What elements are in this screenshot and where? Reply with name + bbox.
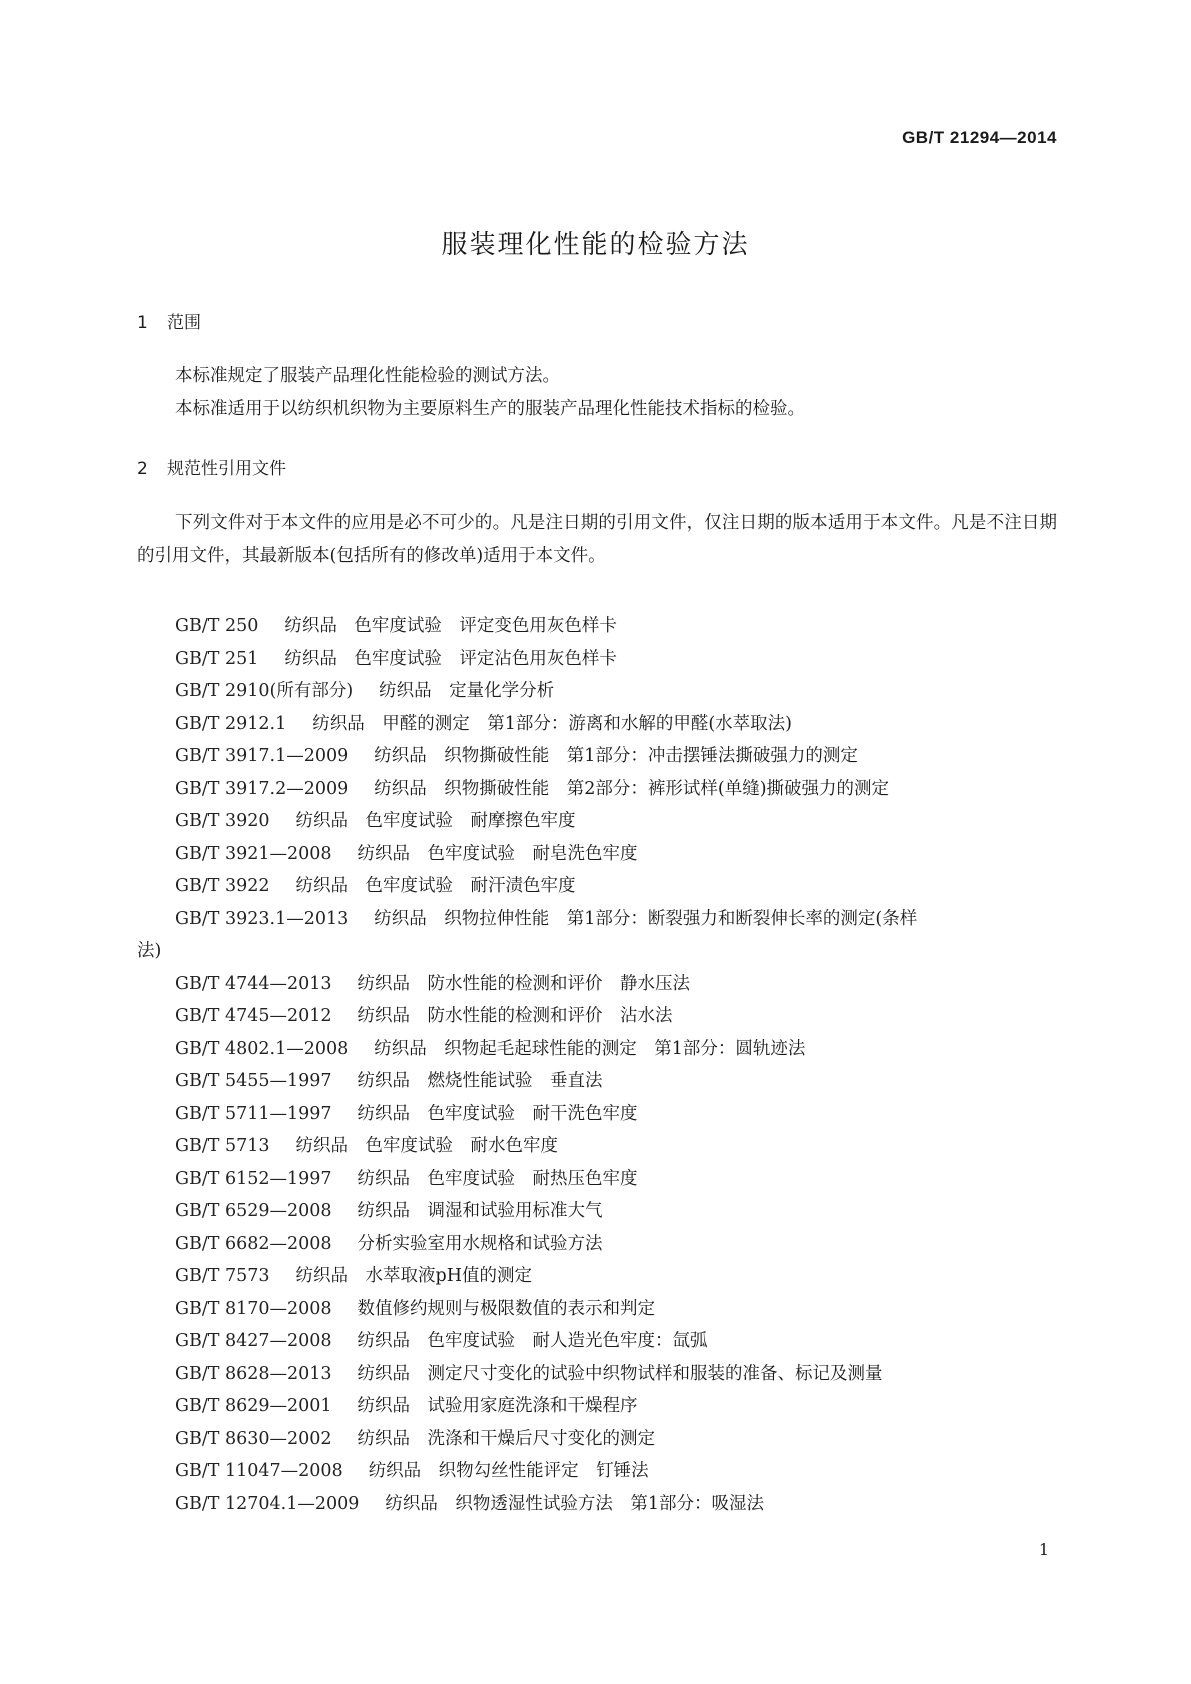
reference-title: 纺织品 织物撕破性能 第2部分：裤形试样(单缝)撕破强力的测定: [374, 778, 890, 799]
reference-item: [137, 1325, 1057, 1358]
reference-item: [137, 610, 1057, 643]
reference-code: GB/T 8629—2001: [175, 1396, 332, 1416]
reference-item: [137, 675, 1057, 708]
reference-title: 纺织品 色牢度试验 耐干洗色牢度: [357, 1103, 638, 1124]
reference-code: GB/T 3923.1—2013: [175, 908, 349, 929]
section-number: 1: [137, 313, 148, 333]
reference-title: 纺织品 燃烧性能试验 垂直法: [357, 1071, 603, 1091]
reference-title: 纺织品 色牢度试验 评定变色用灰色样卡: [284, 616, 617, 636]
reference-item: [137, 1455, 1057, 1488]
reference-item: [137, 1488, 1057, 1521]
paragraph: 本标准规定了服装产品理化性能检验的测试方法。: [175, 366, 560, 386]
scope-paragraphs: [137, 360, 1057, 425]
reference-title: 纺织品 织物撕破性能 第1部分：冲击摆锤法撕破强力的测定: [374, 746, 858, 766]
reference-code: GB/T 5713: [175, 1136, 270, 1156]
reference-code: GB/T 2912.1: [175, 713, 287, 734]
reference-item: [137, 1195, 1057, 1228]
reference-item: [137, 1260, 1057, 1293]
section-heading-scope: [137, 308, 201, 333]
reference-item: [137, 1000, 1057, 1033]
reference-code: GB/T 4744—2013: [175, 973, 332, 994]
reference-title: 纺织品 色牢度试验 耐热压色牢度: [357, 1168, 638, 1189]
reference-item: [137, 1293, 1057, 1326]
reference-code: GB/T 6529—2008: [175, 1201, 332, 1221]
reference-item: [137, 1423, 1057, 1456]
reference-title: 纺织品 水萃取液pH值的测定: [295, 1266, 532, 1286]
reference-title: 纺织品 织物拉伸性能 第1部分：断裂强力和断裂伸长率的测定(条样: [374, 908, 918, 929]
reference-item: [137, 740, 1057, 773]
reference-code: GB/T 5455—1997: [175, 1071, 332, 1091]
reference-item: [137, 1390, 1057, 1423]
reference-code: GB/T 6152—1997: [175, 1168, 332, 1189]
reference-item: [137, 838, 1057, 871]
reference-item: [137, 1358, 1057, 1391]
reference-item: [137, 1228, 1057, 1261]
section-heading-normative-references: [137, 454, 286, 479]
reference-code: GB/T 6682—2008: [175, 1233, 332, 1254]
reference-title: 纺织品 定量化学分析: [379, 681, 555, 701]
reference-list: [137, 610, 1057, 1520]
standard-code: GB/T 21294—2014: [902, 128, 1057, 147]
reference-code: GB/T 3917.1—2009: [175, 746, 349, 766]
reference-title: 纺织品 测定尺寸变化的试验中织物试样和服装的准备、标记及测量: [357, 1363, 883, 1384]
page-number: 1: [1038, 1540, 1049, 1559]
reference-code: GB/T 8630—2002: [175, 1428, 332, 1449]
reference-code: GB/T 8628—2013: [175, 1363, 332, 1384]
reference-title: 纺织品 色牢度试验 耐汗渍色牢度: [295, 876, 576, 896]
reference-code: GB/T 3921—2008: [175, 843, 332, 864]
reference-code: GB/T 250: [175, 616, 259, 636]
reference-code: GB/T 8170—2008: [175, 1298, 332, 1319]
reference-code: GB/T 5711—1997: [175, 1103, 332, 1124]
reference-title: 纺织品 色牢度试验 评定沾色用灰色样卡: [284, 648, 617, 669]
reference-title: 纺织品 甲醛的测定 第1部分：游离和水解的甲醛(水萃取法): [312, 713, 793, 734]
reference-code: GB/T 3917.2—2009: [175, 778, 349, 799]
reference-item: [137, 870, 1057, 903]
reference-code: GB/T 11047—2008: [175, 1461, 343, 1481]
reference-item: [137, 1163, 1057, 1196]
reference-title: 纺织品 色牢度试验 耐人造光色牢度：氙弧: [357, 1331, 708, 1351]
reference-title: 纺织品 试验用家庭洗涤和干燥程序: [357, 1396, 638, 1416]
reference-code: GB/T 3922: [175, 876, 270, 896]
reference-code: GB/T 8427—2008: [175, 1331, 332, 1351]
reference-item: [137, 968, 1057, 1001]
reference-item: [137, 1065, 1057, 1098]
paragraph: 本标准适用于以纺织机织物为主要原料生产的服装产品理化性能技术指标的检验。: [175, 398, 805, 419]
section-number: 2: [137, 459, 148, 479]
reference-item: [137, 1098, 1057, 1131]
reference-item: [137, 1033, 1057, 1066]
reference-code: GB/T 4802.1—2008: [175, 1038, 349, 1059]
reference-title: 纺织品 织物勾丝性能评定 钉锤法: [368, 1461, 649, 1481]
reference-item: [137, 643, 1057, 676]
reference-code: GB/T 12704.1—2009: [175, 1493, 360, 1514]
references-intro: [137, 507, 1057, 572]
reference-title: 纺织品 色牢度试验 耐水色牢度: [295, 1136, 559, 1156]
reference-title: 纺织品 织物透湿性试验方法 第1部分：吸湿法: [385, 1493, 765, 1514]
reference-continuation: 法): [137, 941, 162, 961]
section-title: 规范性引用文件: [167, 459, 286, 479]
reference-title: 纺织品 色牢度试验 耐摩擦色牢度: [295, 811, 576, 831]
reference-code: GB/T 7573: [175, 1266, 270, 1286]
reference-item: [137, 1130, 1057, 1163]
reference-title: 纺织品 洗涤和干燥后尺寸变化的测定: [357, 1428, 656, 1449]
reference-title: 数值修约规则与极限数值的表示和判定: [357, 1298, 656, 1319]
reference-item: [137, 708, 1057, 741]
document-title: 服装理化性能的检验方法: [441, 230, 750, 260]
reference-item: [137, 773, 1057, 806]
reference-code: GB/T 251: [175, 648, 259, 669]
reference-code: GB/T 2910(所有部分): [175, 681, 354, 701]
reference-title: 纺织品 织物起毛起球性能的测定 第1部分：圆轨迹法: [374, 1038, 806, 1059]
reference-item: [137, 903, 1057, 936]
reference-code: GB/T 3920: [175, 811, 270, 831]
reference-title: 纺织品 调湿和试验用标准大气: [357, 1201, 603, 1221]
paragraph: 下列文件对于本文件的应用是必不可少的。凡是注日期的引用文件，仅注日期的版本适用于本文件。凡是不注日期的引用文件，其最新版本(包括所有的修改单)适用于本文件。: [137, 513, 1057, 566]
reference-title: 纺织品 防水性能的检测和评价 静水压法: [357, 973, 691, 994]
reference-item: [137, 805, 1057, 838]
reference-title: 纺织品 防水性能的检测和评价 沾水法: [357, 1006, 673, 1026]
reference-title: 纺织品 色牢度试验 耐皂洗色牢度: [357, 843, 638, 864]
reference-code: GB/T 4745—2012: [175, 1006, 332, 1026]
section-title: 范围: [167, 313, 201, 333]
reference-title: 分析实验室用水规格和试验方法: [357, 1233, 603, 1254]
